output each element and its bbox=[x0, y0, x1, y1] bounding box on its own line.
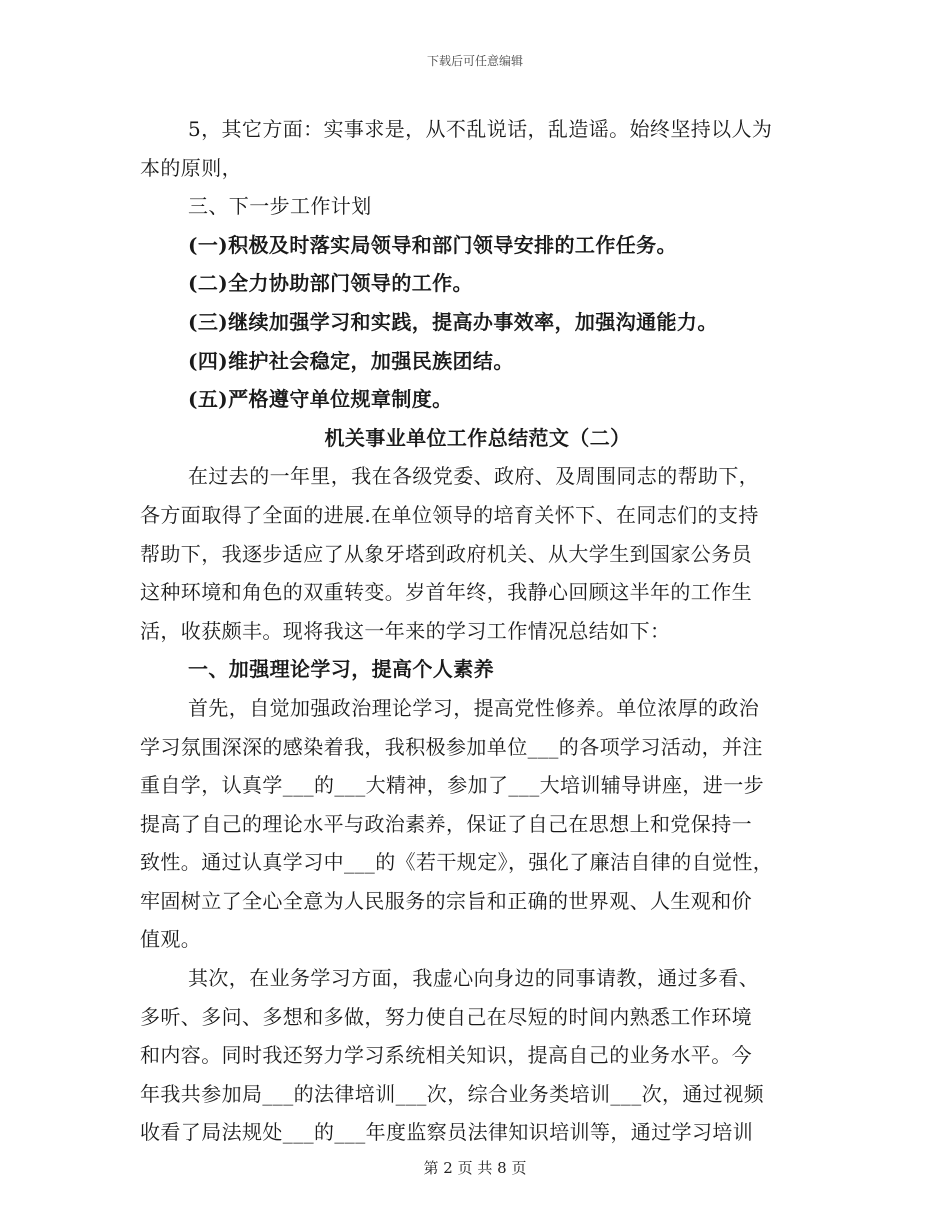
paragraph-line: 值观。 bbox=[140, 927, 202, 952]
paragraph-line: 活，收获颇丰。现将我这一年来的学习工作情况总结如下： bbox=[140, 618, 671, 643]
paragraph-line: 多听、多问、多想和多做，努力使自己在尽短的时间内熟悉工作环境 bbox=[140, 1004, 752, 1029]
paragraph-line: 在过去的一年里，我在各级党委、政府、及周围同志的帮助下， bbox=[188, 464, 760, 489]
paragraph-line: 帮助下，我逐步适应了从象牙塔到政府机关、从大学生到国家公务员 bbox=[140, 541, 752, 566]
plan-item: (一)积极及时落实局领导和部门领导安排的工作任务。 bbox=[188, 232, 677, 257]
paragraph-line: 重自学，认真学___的___大精神，参加了___大培训辅导讲座，进一步 bbox=[140, 773, 764, 798]
paragraph-line: 本的原则， bbox=[140, 155, 242, 180]
paragraph-line: 各方面取得了全面的进展.在单位领导的培育关怀下、在同志们的支持 bbox=[140, 502, 759, 527]
paragraph-line: 5，其它方面：实事求是，从不乱说话，乱造谣。始终坚持以人为 bbox=[188, 117, 773, 141]
paragraph-line: 这种环境和角色的双重转变。岁首年终，我静心回顾这半年的工作生 bbox=[140, 580, 752, 605]
plan-item: (四)维护社会稳定，加强民族团结。 bbox=[188, 348, 514, 373]
paragraph-line: 首先，自觉加强政治理论学习，提高党性修养。单位浓厚的政治 bbox=[188, 695, 760, 720]
paragraph-line: 年我共参加局___的法律培训___次，综合业务类培训___次，通过视频 bbox=[140, 1081, 764, 1106]
page-header-note: 下载后可任意编辑 bbox=[426, 54, 523, 68]
document-title: 机关事业单位工作总结范文（二） bbox=[324, 425, 631, 450]
section-heading: 一、加强理论学习，提高个人素养 bbox=[188, 657, 494, 682]
paragraph-line: 和内容。同时我还努力学习系统相关知识，提高自己的业务水平。今 bbox=[140, 1043, 752, 1068]
paragraph-line: 学习氛围深深的感染着我，我积极参加单位___的各项学习活动，并注 bbox=[140, 734, 763, 759]
plan-item: (五)严格遵守单位规章制度。 bbox=[188, 387, 453, 412]
paragraph-line: 致性。通过认真学习中___的《若干规定》，强化了廉洁自律的自觉性， bbox=[140, 850, 774, 875]
paragraph-line: 提高了自己的理论水平与政治素养，保证了自己在思想上和党保持一 bbox=[140, 811, 752, 836]
section-heading: 三、下一步工作计划 bbox=[188, 194, 372, 219]
plan-item: (二)全力协助部门领导的工作。 bbox=[188, 271, 473, 296]
paragraph-line: 其次，在业务学习方面，我虚心向身边的同事请教，通过多看、 bbox=[188, 966, 760, 991]
page-number: 第 2 页 共 8 页 bbox=[423, 1159, 527, 1177]
paragraph-line: 牢固树立了全心全意为人民服务的宗旨和正确的世界观、人生观和价 bbox=[140, 888, 752, 913]
plan-item: (三)继续加强学习和实践，提高办事效率，加强沟通能力。 bbox=[188, 309, 718, 334]
document-body bbox=[140, 110, 815, 1152]
paragraph-line: 收看了局法规处___的___年度监察员法律知识培训等，通过学习培训 bbox=[140, 1120, 754, 1145]
